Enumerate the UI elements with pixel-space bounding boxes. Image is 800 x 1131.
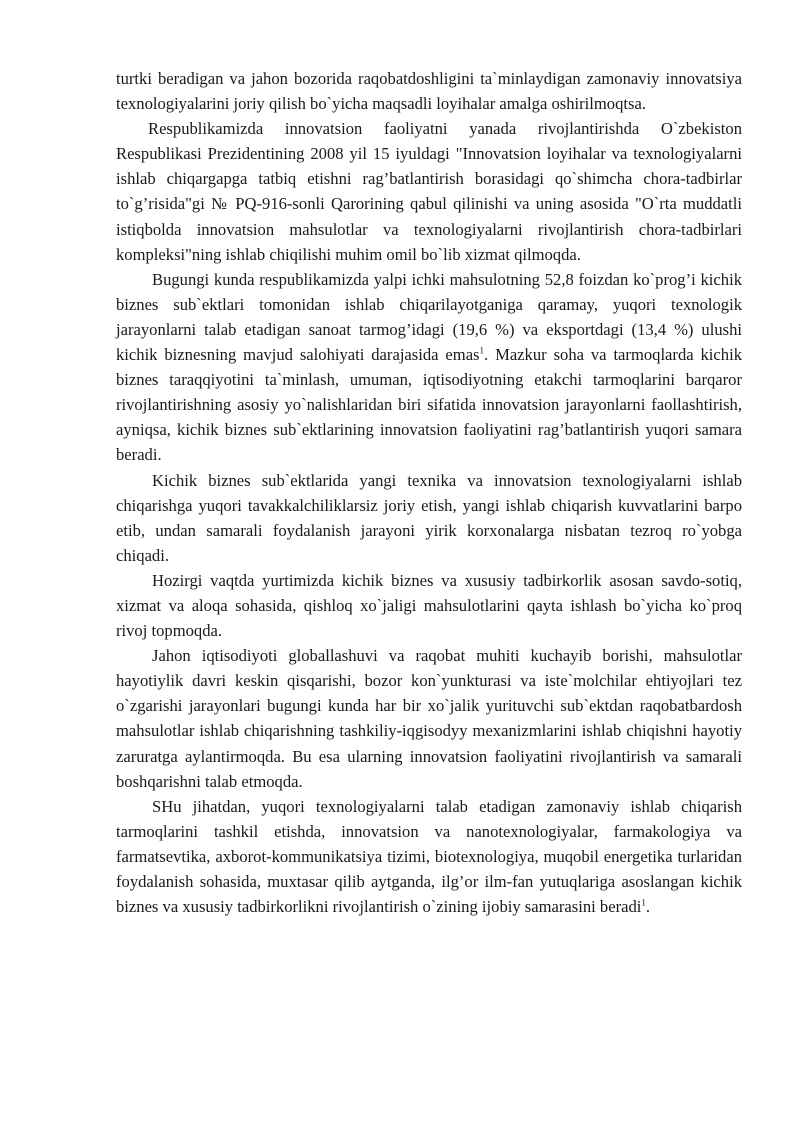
paragraph-5: Hozirgi vaqtda yurtimizda kichik biznes va xususiy tadbirkorlik asosan savdo-sotiq, xizmat va aloqa sohasida, qishloq xo`jaligi mahsulotlarini qayta ishlash bo`yicha ko`proq rivoj topmoqda. — [116, 570, 742, 641]
document-page — [116, 66, 742, 919]
paragraph-7-text: SHu jihatdan, yuqori texnologiyalarni talab etadigan zamonaviy ishlab chiqarish tarmoqlarini tashkil etishda, innovatsion va nanotexnologiyalar, farmakologiya va farmatsevtika, axborot-kommunikatsiya tizimi, biotexnologiya, muqobil energetika turlaridan foydalanish sohasida, muxtasar qilib aytganda, ilg’or ilm-fan yutuqlariga asoslangan kichik biznes va xususiy tadbirkorlikni rivojlantirish o`zining ijobiy samarasini beradi — [116, 796, 742, 917]
paragraph-3-text-cont: . Mazkur soha va tarmoqlarda kichik biznes taraqqiyotini ta`minlash, umuman, iqtisodiyotning etakchi tarmoqlarini barqaror rivojlantirishning asosiy yo`nalishlaridan biri sifatida innovatsion jarayonlarni faollashtirish, ayniqsa, kichik biznes sub`ektlarining innovatsion faoliyatini rag’batlantirish yuqori samara beradi. — [116, 345, 742, 465]
paragraph-1: turtki beradigan va jahon bozorida raqobatdoshligini ta`minlaydigan zamonaviy innovatsiya texnologiyalarini joriy qilish bo`yicha maqsadli loyihalar amalga oshirilmoqtsa. — [116, 69, 742, 114]
paragraph-4: Kichik biznes sub`ektlarida yangi texnika va innovatsion texnologiyalarni ishlab chiqarishga yuqori tavakkalchiliklarsiz joriy etish, yangi ishlab chiqarish kuvvatlarini barpo etib, undan samarali foydalanish jarayoni yirik korxonalarga nisbatan tezroq ro`yobga chiqadi. — [116, 470, 742, 565]
paragraph-3 — [116, 267, 742, 468]
paragraph-3-text: Bugungi kunda respublikamizda yalpi ichki mahsulotning 52,8 foizdan ko`prog’i kichik biznes sub`ektlari tomonidan ishlab chiqarilayotganiga qaramay, yuqori texnologik jarayonlarni talab etadigan sanoat tarmog’idagi (19,6 %) va eksportdagi (13,4 %) ulushi kichik biznesning mavjud salohiyati darajasida emas — [116, 269, 742, 365]
paragraph-2: Respublikamizda innovatsion faoliyatni yanada rivojlantirishda O`zbekiston Respublikasi Prezidentining 2008 yil 15 iyuldagi "Innovatsion loyihalar va texnologiyalarni ishlab chiqargapga tatbiq etishni rag’batlantirish borasidagi qo`shimcha chora-tadbirlar to`g’risida"gi № PQ-916-sonli Qarorining qabul qilinishi va uning asosida "O`rta muddatli istiqbolda innovatsion mahsulotlar va texnologiyalarni rivojlantirish chora-tadbirlari kompleksi"ning ishlab chiqilishi muhim omil bo`lib xizmat qilmoqda. — [116, 119, 742, 264]
footnote-ref-1: 1 — [479, 345, 485, 356]
paragraph-6: Jahon iqtisodiyoti globallashuvi va raqobat muhiti kuchayib borishi, mahsulotlar hayotiylik davri keskin qisqarishi, bozor kon`yunkturasi va iste`molchilar ehtiyojlari tez o`zgarishi jarayonlari bugungi kunda har bir xo`jalik yurituvchi sub`ektdan raqobatbardosh mahsulotlar ishlab chiqarishning tashkiliy-iqgisodyy mexanizmlarini ishlab chiqishni hayotiy zaruratga aylantirmoqda. Bu esa ularning innovatsion faoliyatini rivojlantirish va samarali boshqarishni talab etmoqda. — [116, 646, 742, 791]
paragraph-7 — [116, 794, 742, 919]
footnote-ref-2: 1 — [641, 897, 646, 908]
paragraph-7-text-cont: . — [645, 897, 651, 917]
